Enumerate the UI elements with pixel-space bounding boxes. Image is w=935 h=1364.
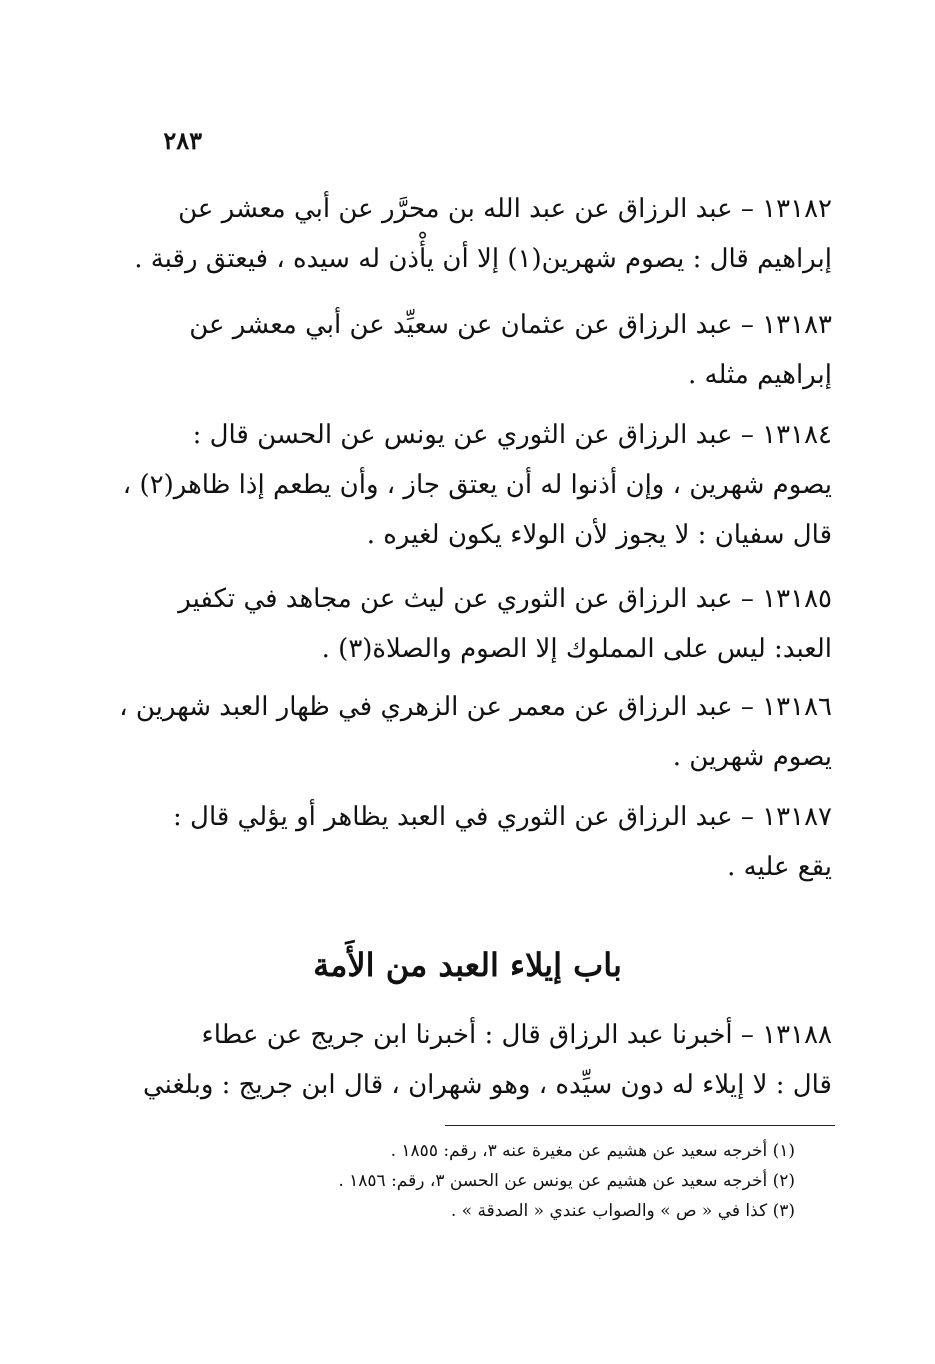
footnote-divider xyxy=(445,1125,835,1126)
entry-line: ١٣١٨٣ – عبد الرزاق عن عثمان عن سعيِّد عن أبي معشر عن xyxy=(189,310,832,340)
entry-13188 xyxy=(142,1010,832,1110)
entry-13186 xyxy=(119,682,832,782)
entry-line: قال : لا إيلاء له دون سيِّده ، وهو شهران ، قال ابن جريج : وبلغني xyxy=(142,1070,832,1100)
entry-13183 xyxy=(160,300,832,400)
entry-line: ١٣١٨٤ – عبد الرزاق عن الثوري عن يونس عن الحسن قال : xyxy=(192,420,832,450)
entry-line: العبد: ليس على المملوك إلا الصوم والصلاة(٣) . xyxy=(321,634,832,664)
entry-13184 xyxy=(122,410,832,560)
entry-line: يصوم شهرين . xyxy=(672,742,832,772)
entry-line: ١٣١٨٦ – عبد الرزاق عن معمر عن الزهري في ظهار العبد شهرين ، xyxy=(119,692,832,722)
entry-line: إبراهيم قال : يصوم شهرين(١) إلا أن يأْذن له سيده ، فيعتق رقبة . xyxy=(134,244,832,274)
entry-line: ١٣١٨٨ – أخبرنا عبد الرزاق قال : أخبرنا ابن جريج عن عطاء xyxy=(201,1020,832,1050)
entry-line: ١٣١٨٢ – عبد الرزاق عن عبد الله بن محرَّر عن أبي معشر عن xyxy=(178,194,832,224)
entry-line: ١٣١٨٥ – عبد الرزاق عن الثوري عن ليث عن مجاهد في تكفير xyxy=(178,584,832,614)
entry-13182 xyxy=(134,184,832,284)
footnote-1: (١) أخرجه سعيد عن هشيم عن مغيرة عنه ٣، رقم: ١٨٥٥ . xyxy=(390,1141,795,1161)
entry-line: يصوم شهرين ، وإن أذنوا له أن يعتق جاز ، وأن يطعم إذا ظاهر(٢) ، xyxy=(122,470,832,500)
footnote-2: (٢) أخرجه سعيد عن هشيم عن يونس عن الحسن ٣، رقم: ١٨٥٦ . xyxy=(338,1171,795,1191)
footnotes xyxy=(155,1136,795,1226)
entry-line: قال سفيان : لا يجوز لأن الولاء يكون لغيره . xyxy=(366,520,832,550)
footnote-3: (٣) كذا في « ص » والصواب عندي « الصدقة » . xyxy=(450,1201,795,1221)
page-number: ٢٨٣ xyxy=(163,126,202,155)
entry-13185 xyxy=(160,574,832,674)
entry-13187 xyxy=(160,792,832,892)
chapter-title: باب إيلاء العبد من الأَمة xyxy=(313,946,622,984)
entry-line: ١٣١٨٧ – عبد الرزاق عن الثوري في العبد يظاهر أو يؤلي قال : xyxy=(173,802,832,832)
entry-line: إبراهيم مثله . xyxy=(687,360,832,390)
entry-line: يقع عليه . xyxy=(727,852,832,882)
